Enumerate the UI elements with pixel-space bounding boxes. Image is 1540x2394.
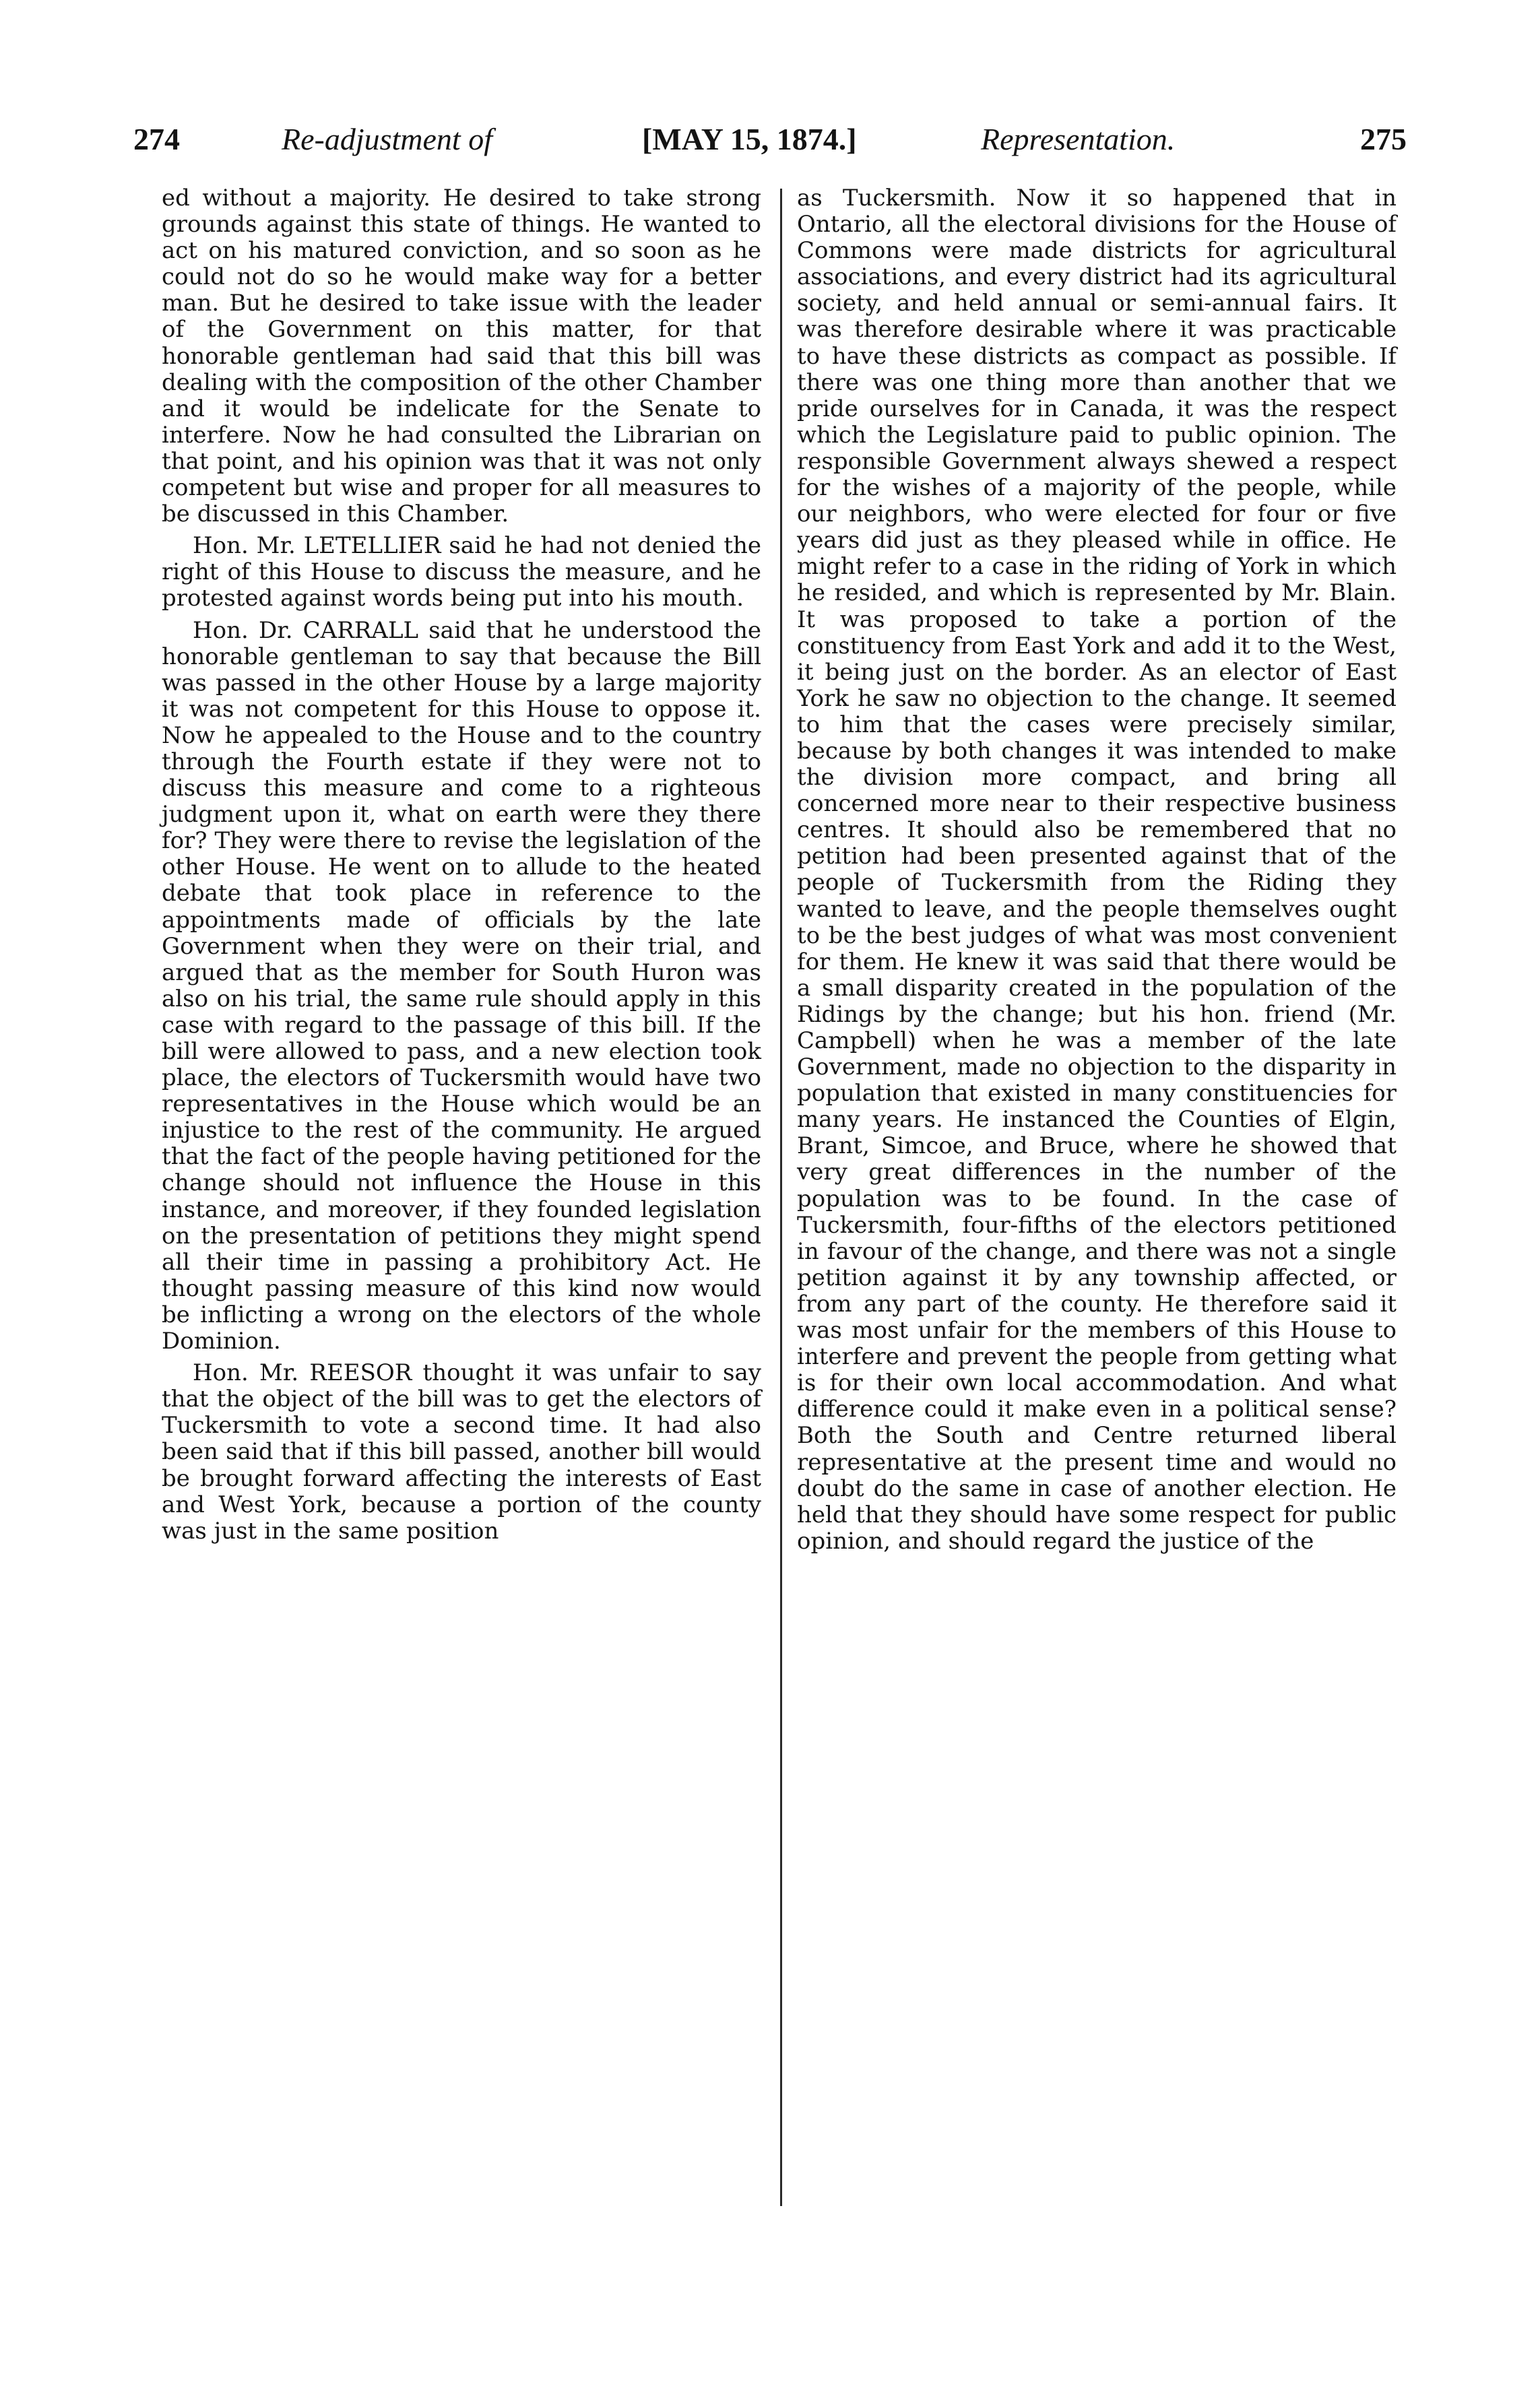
paragraph: as Tuckersmith. Now it so happened that in Ontario, all the electoral divisions for the House of Commons were made districts for agricultural associations, and every district had its agricultural society, and held annual or semi-annual fairs. It was therefore desirable where it was practicable to have these districts as compact as possible. If there was one thing more than another that we pride ourselves for in Canada, it was the respect which the Legislature paid to public opinion. The responsible Government always shewed a respect for the wishes of a majority of the people, while our neighbors, who were elected for four or five years did just as they pleased while in office. He might refer to a case in the riding of York in which he resided, and which is represented by Mr. Blain. It was proposed to take a portion of the constituency from East York and add it to the West, it being just on the border. As an elector of East York he saw no objection to the change. It seemed to him that the cases were precisely similar, because by both changes it was intended to make the division more compact, and bring all concerned more near to their respective business centres. It should also be remembered that no petition had been presented against that of the people of Tuckersmith from the Riding they wanted to leave, and the people themselves ought to be the best judges of what was most convenient for them. He knew it was said that there would be a small disparity created in the population of the Ridings by the change; but his hon. friend (Mr. Campbell) when he was a member of the late Government, made no objection to the disparity in population that existed in many constituencies for many years. He instanced the Counties of Elgin, Brant, Simcoe, and Bruce, where he showed that very great differences in the number of the population was to be found. In the case of Tuckersmith, four-fifths of the electors petitioned in favour of the change, and there was not a single petition against it by any township affected, or from any part of the county. He therefore said it was most unfair for the members of this House to interfere and prevent the people from getting what is for their own local accommodation. And what difference could it make even in a political sense? Both the South and Centre returned liberal representative at the present time and would no doubt do the same in case of another election. He held that they should have some respect for public opinion, and should regard the justice of the: [797, 185, 1397, 1555]
session-date: [MAY 15, 1874.]: [642, 122, 857, 156]
paragraph: Hon. Mr. REESOR thought it was unfair to say that the object of the bill was to get the electors of Tuckersmith to vote a second time. It had also been said that if this bill passed, another bill would be brought forward affecting the interests of East and West York, because a portion of the county was just in the same position: [162, 1359, 761, 1545]
paragraph: Hon. Mr. LETELLIER said he had not denied the right of this House to discuss the measure, and he protested against words being put into his mouth.: [162, 532, 761, 612]
paragraph: ed without a majority. He desired to take strong grounds against this state of things. He wanted to act on his matured conviction, and so soon as he could not do so he would make way for a better man. But he desired to take issue with the leader of the Government on this matter, for that honorable gentleman had said that this bill was dealing with the composition of the other Chamber and it would be indelicate for the Senate to interfere. Now he had consulted the Librarian on that point, and his opinion was that it was not only competent but wise and proper for all measures to be discussed in this Chamber.: [162, 185, 761, 528]
page-number-right: 275: [1360, 122, 1407, 156]
running-title-right: Representation.: [981, 122, 1176, 156]
paragraph: Hon. Dr. CARRALL said that he understood the honorable gentleman to say that because the Bill was passed in the other House by a large majority it was not competent for this House to oppose it. Now he appealed to the House and to the country through the Fourth estate if they were not to discuss this measure and come to a righteous judgment upon it, what on earth were they there for? They were there to revise the legislation of the other House. He went on to allude to the heated debate that took place in reference to the appointments made of officials by the late Government when they were on their trial, and argued that as the member for South Huron was also on his trial, the same rule should apply in this case with regard to the passage of this bill. If the bill were allowed to pass, and a new election took place, the electors of Tuckersmith would have two representatives in the House which would be an injustice to the rest of the community. He argued that the fact of the people having petitioned for the change should not influence the House in this instance, and moreover, if they founded legislation on the presentation of petitions they might spend all their time in passing a prohibitory Act. He thought passing measure of this kind now would be inflicting a wrong on the electors of the whole Dominion.: [162, 616, 761, 1355]
left-column: [162, 185, 761, 1545]
page-number-left: 274: [133, 122, 180, 156]
column-divider: [780, 189, 782, 2206]
right-column: [797, 185, 1397, 1555]
running-title-left: Re-adjustment of: [282, 122, 492, 156]
page-header: [133, 116, 1407, 163]
